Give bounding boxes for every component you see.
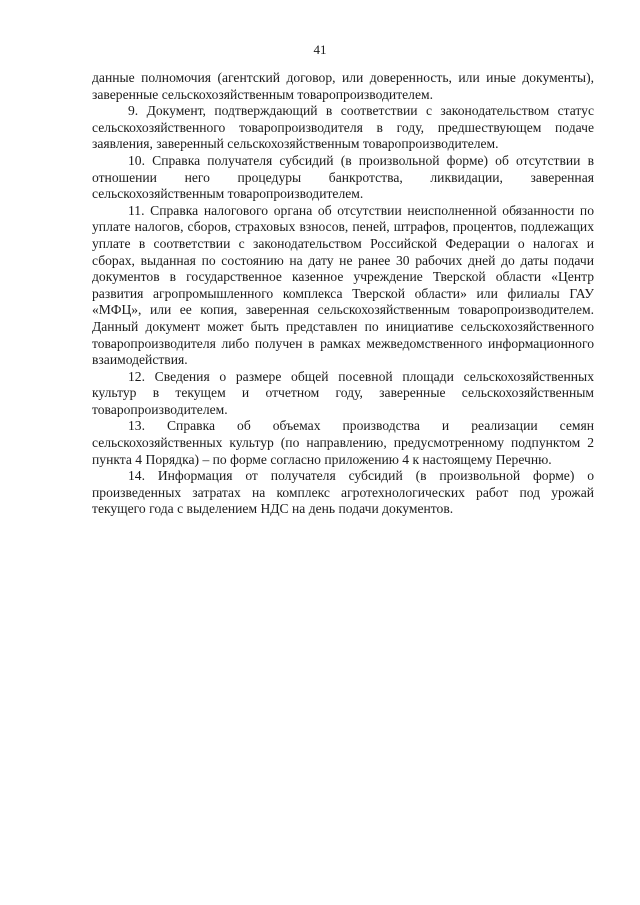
paragraph-item-12: 12. Сведения о размере общей посевной площади сельскохозяйственных культур в текущем и отчетном году, заверенные сельскохозяйственным товаропроизводителем. — [92, 368, 594, 417]
paragraph-item-11: 11. Справка налогового органа об отсутствии неисполненной обязанности по уплате налогов, сборов, страховых взносов, пеней, штрафов, процентов, подлежащих уплате в соответствии с законодательством Российской Федерации о налогах и сборах, выданная по состоянию на дату не ранее 30 рабочих дней до даты подачи документов в государственное казенное учреждение Тверской области «Центр развития агропромышленного комплекса Тверской области» или филиалы ГАУ «МФЦ», или ее копия, заверенная сельскохозяйственным товаропроизводителем. Данный документ может быть представлен по инициативе сельскохозяйственного товаропроизводителя либо получен в рамках межведомственного информационного взаимодействия. — [92, 202, 594, 368]
paragraph-item-14: 14. Информация от получателя субсидий (в произвольной форме) о произведенных затратах на комплекс агротехнологических работ под урожай текущего года с выделением НДС на день подачи документов. — [92, 468, 594, 517]
paragraph-item-10: 10. Справка получателя субсидий (в произвольной форме) об отсутствии в отношении него процедуры банкротства, ликвидации, заверенная сельскохозяйственным товаропроизводителем. — [92, 152, 594, 202]
page-number: 41 — [313, 42, 327, 57]
paragraph-item-13: 13. Справка об объемах производства и реализации семян сельскохозяйственных культур (по направлению, предусмотренному подпунктом 2 пункта 4 Порядка) – по форме согласно приложению 4 к настоящему Перечню. — [92, 418, 594, 467]
paragraph-continuation: данные полномочия (агентский договор, или доверенность, или иные документы), заверенные сельскохозяйственным товаропроизводителем. — [92, 70, 594, 102]
paragraph-item-9: 9. Документ, подтверждающий в соответствии с законодательством статус сельскохозяйственного товаропроизводителя в году, предшествующем подаче заявления, заверенный сельскохозяйственным товаропроизводителем. — [92, 103, 594, 152]
document-body — [92, 70, 594, 518]
